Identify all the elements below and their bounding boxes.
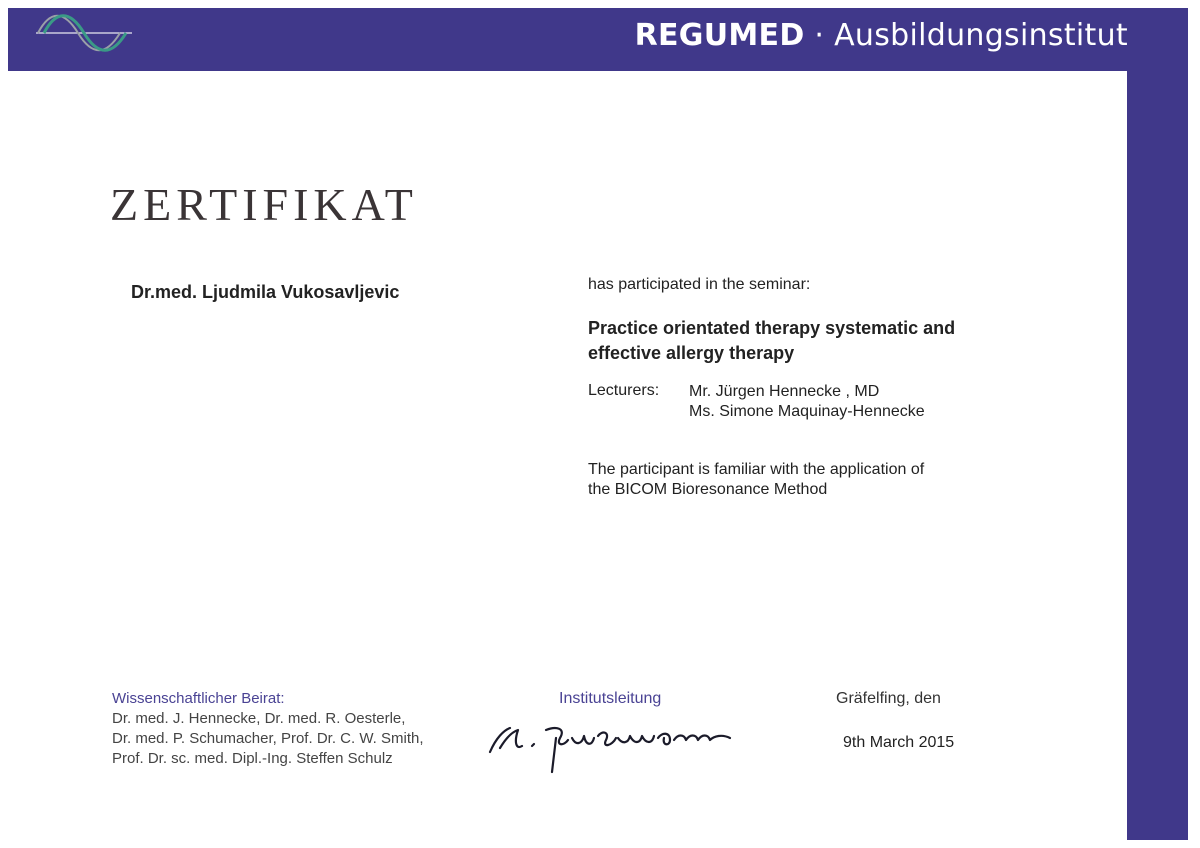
handwritten-signature [486, 716, 736, 781]
right-border-band [1127, 8, 1188, 840]
brand-wordmark [635, 18, 1128, 53]
scientific-board-line: Dr. med. P. Schumacher, Prof. Dr. C. W. Smith, [112, 730, 424, 747]
certificate-title: ZERTIFIKAT [110, 179, 418, 230]
lecturer-name: Mr. Jürgen Hennecke , MD [689, 383, 880, 400]
seminar-title-line: effective allergy therapy [588, 343, 795, 363]
issue-date: 9th March 2015 [843, 734, 955, 751]
recipient-name: Dr.med. Ljudmila Vukosavljevic [131, 282, 400, 302]
scientific-board-line: Prof. Dr. sc. med. Dipl.-Ing. Steffen Schulz [112, 750, 393, 767]
scientific-board-label: Wissenschaftlicher Beirat: [112, 690, 285, 707]
institute-management-label: Institutsleitung [559, 690, 662, 707]
lecturers-label: Lecturers: [588, 382, 660, 399]
brand-separator: · [814, 18, 825, 53]
familiarity-statement [588, 460, 924, 500]
place-label: Gräfelfing, den [836, 690, 941, 707]
sine-wave-logo-icon [34, 10, 134, 61]
lecturer-name: Ms. Simone Maquinay-Hennecke [689, 403, 925, 420]
familiarity-line: the BICOM Bioresonance Method [588, 481, 828, 498]
familiarity-line: The participant is familiar with the application of [588, 461, 925, 478]
brand-name: REGUMED [634, 18, 805, 53]
brand-subtitle: Ausbildungsinstitut [834, 18, 1128, 53]
scientific-board [112, 689, 424, 769]
seminar-title [588, 316, 1058, 366]
lecturers-list [689, 382, 925, 422]
scientific-board-line: Dr. med. J. Hennecke, Dr. med. R. Oesterle, [112, 710, 406, 727]
seminar-title-line: Practice orientated therapy systematic and [588, 318, 956, 338]
participation-text: has participated in the seminar: [588, 276, 811, 293]
